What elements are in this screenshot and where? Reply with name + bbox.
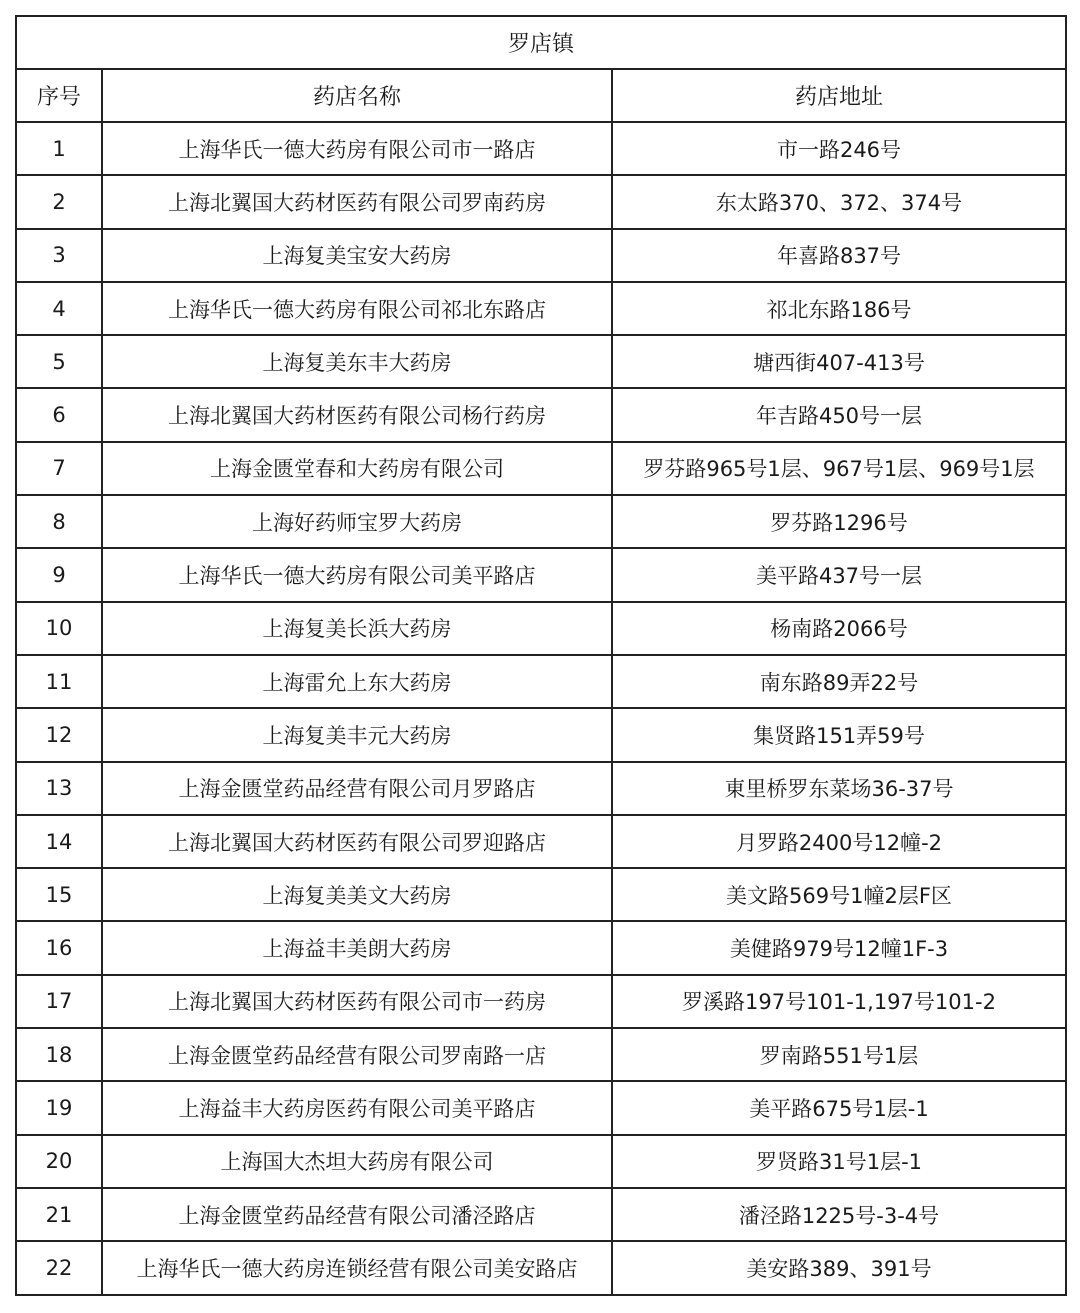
cell-no: 18 [16, 1028, 102, 1081]
cell-pharmacy-name: 上海华氏一德大药房有限公司祁北东路店 [102, 282, 612, 335]
table-row [16, 335, 1066, 388]
table-row [16, 1028, 1066, 1081]
pharmacy-table [15, 15, 1067, 1296]
table-row [16, 762, 1066, 815]
cell-pharmacy-address: 美安路389、391号 [612, 1241, 1066, 1294]
cell-pharmacy-address: 集贤路151弄59号 [612, 708, 1066, 761]
table-row [16, 229, 1066, 282]
cell-pharmacy-name: 上海金匮堂药品经营有限公司潘泾路店 [102, 1188, 612, 1241]
header-pharmacy-address: 药店地址 [612, 69, 1066, 122]
cell-no: 10 [16, 602, 102, 655]
cell-pharmacy-address: 罗芬路1296号 [612, 495, 1066, 548]
cell-no: 12 [16, 708, 102, 761]
cell-no: 5 [16, 335, 102, 388]
table-row [16, 868, 1066, 921]
cell-pharmacy-name: 上海华氏一德大药房有限公司市一路店 [102, 122, 612, 175]
cell-pharmacy-address: 罗芬路965号1层、967号1层、969号1层 [612, 442, 1066, 495]
table-row [16, 1188, 1066, 1241]
cell-pharmacy-address: 杨南路2066号 [612, 602, 1066, 655]
table-row [16, 442, 1066, 495]
cell-pharmacy-address: 南东路89弄22号 [612, 655, 1066, 708]
cell-pharmacy-name: 上海金匮堂春和大药房有限公司 [102, 442, 612, 495]
cell-pharmacy-address: 罗贤路31号1层-1 [612, 1135, 1066, 1188]
table-row [16, 122, 1066, 175]
table-row [16, 175, 1066, 228]
cell-pharmacy-name: 上海北翼国大药材医药有限公司罗迎路店 [102, 815, 612, 868]
cell-no: 4 [16, 282, 102, 335]
table-row [16, 921, 1066, 974]
cell-no: 9 [16, 548, 102, 601]
cell-no: 8 [16, 495, 102, 548]
table-row [16, 282, 1066, 335]
table-body [16, 122, 1066, 1295]
cell-pharmacy-address: 東里桥罗东菜场36-37号 [612, 762, 1066, 815]
cell-pharmacy-name: 上海复美美文大药房 [102, 868, 612, 921]
table-row [16, 708, 1066, 761]
cell-no: 16 [16, 921, 102, 974]
cell-pharmacy-name: 上海复美丰元大药房 [102, 708, 612, 761]
cell-no: 19 [16, 1081, 102, 1134]
cell-pharmacy-name: 上海复美宝安大药房 [102, 229, 612, 282]
cell-pharmacy-address: 潘泾路1225号-3-4号 [612, 1188, 1066, 1241]
header-pharmacy-name: 药店名称 [102, 69, 612, 122]
cell-pharmacy-name: 上海国大杰坦大药房有限公司 [102, 1135, 612, 1188]
table-row [16, 388, 1066, 441]
cell-pharmacy-name: 上海华氏一德大药房有限公司美平路店 [102, 548, 612, 601]
table-header-row [16, 69, 1066, 122]
cell-pharmacy-name: 上海复美长浜大药房 [102, 602, 612, 655]
cell-no: 17 [16, 975, 102, 1028]
cell-pharmacy-address: 美平路437号一层 [612, 548, 1066, 601]
cell-pharmacy-address: 年吉路450号一层 [612, 388, 1066, 441]
cell-pharmacy-name: 上海好药师宝罗大药房 [102, 495, 612, 548]
cell-pharmacy-name: 上海华氏一德大药房连锁经营有限公司美安路店 [102, 1241, 612, 1294]
cell-no: 20 [16, 1135, 102, 1188]
cell-no: 6 [16, 388, 102, 441]
cell-pharmacy-address: 罗南路551号1层 [612, 1028, 1066, 1081]
table-row [16, 602, 1066, 655]
cell-no: 2 [16, 175, 102, 228]
cell-pharmacy-name: 上海复美东丰大药房 [102, 335, 612, 388]
cell-no: 11 [16, 655, 102, 708]
cell-no: 7 [16, 442, 102, 495]
cell-no: 22 [16, 1241, 102, 1294]
table-title: 罗店镇 [16, 16, 1066, 69]
cell-pharmacy-name: 上海北翼国大药材医药有限公司市一药房 [102, 975, 612, 1028]
cell-pharmacy-address: 月罗路2400号12幢-2 [612, 815, 1066, 868]
cell-pharmacy-address: 市一路246号 [612, 122, 1066, 175]
cell-no: 13 [16, 762, 102, 815]
cell-pharmacy-name: 上海金匮堂药品经营有限公司月罗路店 [102, 762, 612, 815]
cell-pharmacy-address: 东太路370、372、374号 [612, 175, 1066, 228]
table-row [16, 975, 1066, 1028]
cell-pharmacy-name: 上海金匮堂药品经营有限公司罗南路一店 [102, 1028, 612, 1081]
cell-pharmacy-address: 美健路979号12幢1F-3 [612, 921, 1066, 974]
cell-pharmacy-name: 上海雷允上东大药房 [102, 655, 612, 708]
cell-pharmacy-name: 上海北翼国大药材医药有限公司罗南药房 [102, 175, 612, 228]
cell-pharmacy-name: 上海益丰大药房医药有限公司美平路店 [102, 1081, 612, 1134]
cell-no: 14 [16, 815, 102, 868]
cell-pharmacy-address: 祁北东路186号 [612, 282, 1066, 335]
table-row [16, 815, 1066, 868]
table-row [16, 655, 1066, 708]
table-row [16, 1241, 1066, 1294]
cell-pharmacy-address: 年喜路837号 [612, 229, 1066, 282]
header-no: 序号 [16, 69, 102, 122]
table-row [16, 495, 1066, 548]
table-row [16, 1081, 1066, 1134]
cell-pharmacy-name: 上海益丰美朗大药房 [102, 921, 612, 974]
table-row [16, 548, 1066, 601]
cell-pharmacy-name: 上海北翼国大药材医药有限公司杨行药房 [102, 388, 612, 441]
cell-pharmacy-address: 美平路675号1层-1 [612, 1081, 1066, 1134]
cell-no: 15 [16, 868, 102, 921]
cell-pharmacy-address: 美文路569号1幢2层F区 [612, 868, 1066, 921]
cell-pharmacy-address: 塘西街407-413号 [612, 335, 1066, 388]
cell-no: 3 [16, 229, 102, 282]
table-row [16, 1135, 1066, 1188]
table-title-row [16, 16, 1066, 69]
cell-no: 1 [16, 122, 102, 175]
cell-no: 21 [16, 1188, 102, 1241]
cell-pharmacy-address: 罗溪路197号101-1,197号101-2 [612, 975, 1066, 1028]
